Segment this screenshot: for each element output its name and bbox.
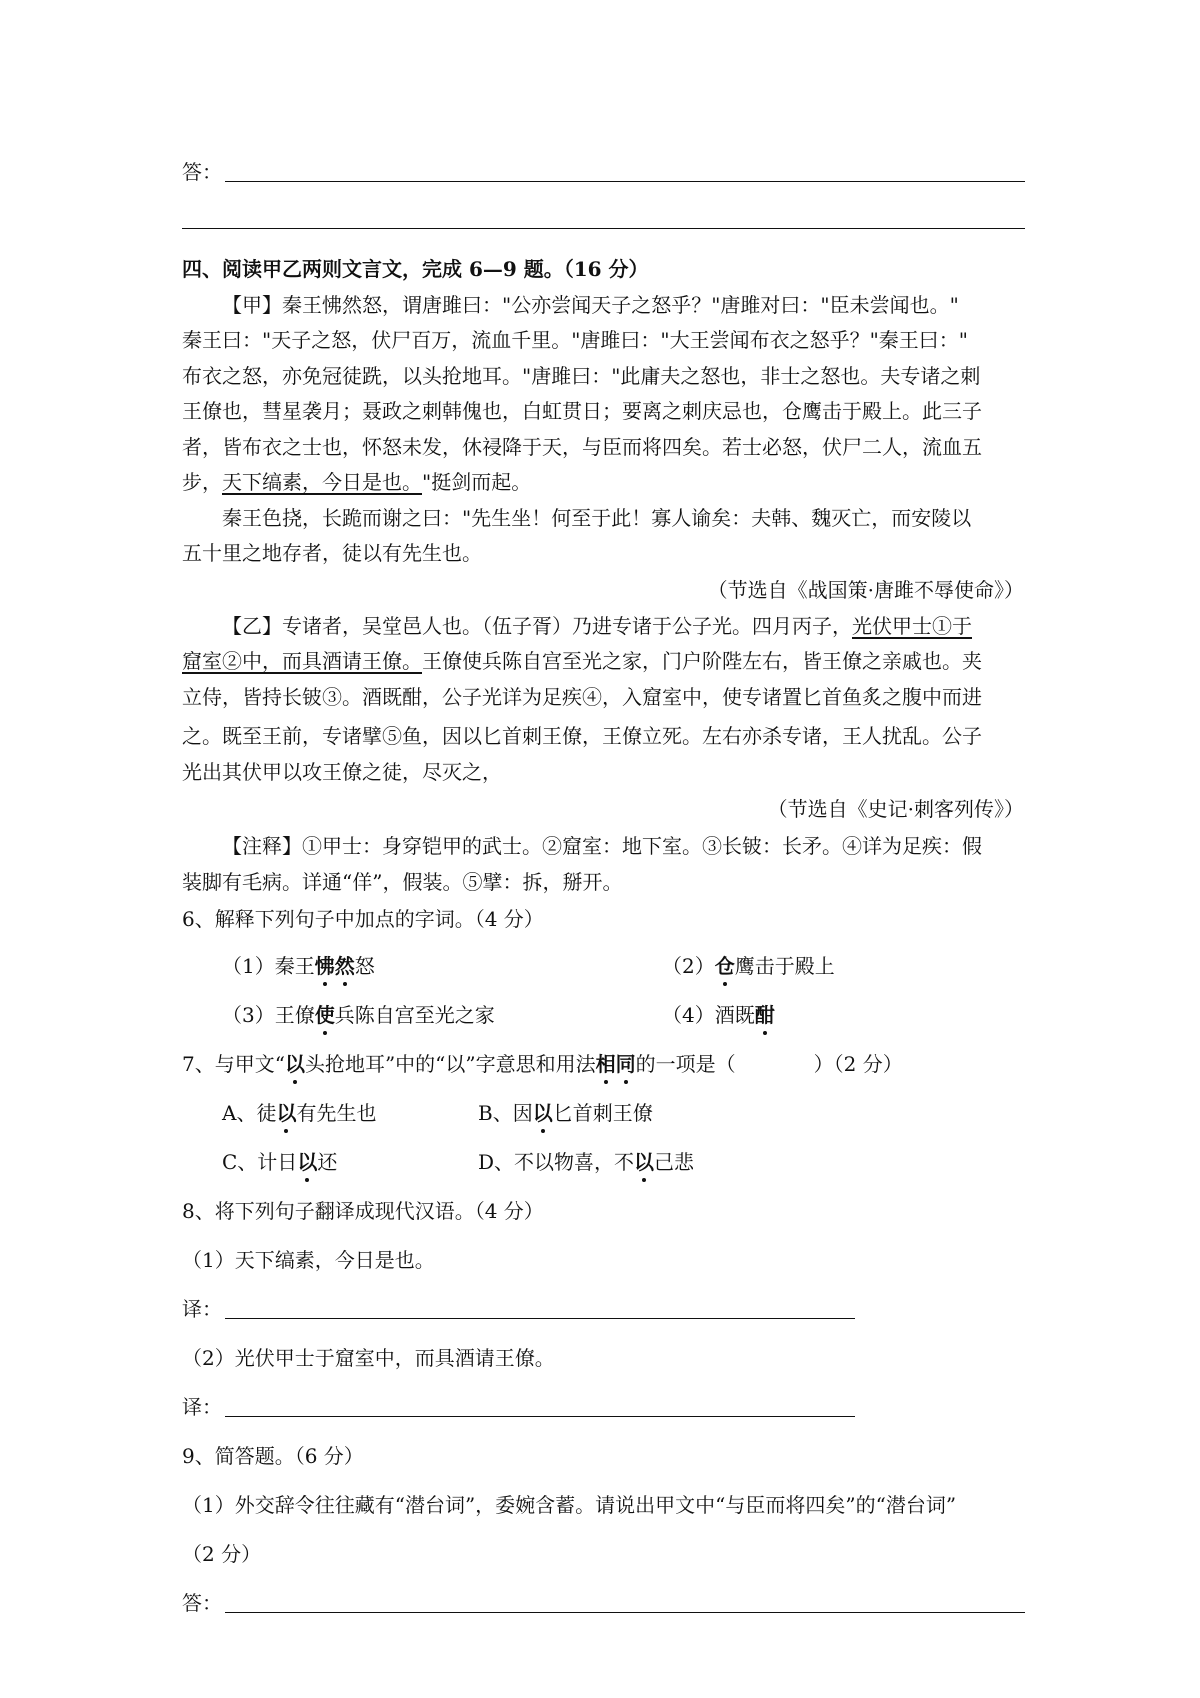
underlined-sentence: 窟室②中，而具酒请王僚。 bbox=[182, 649, 422, 673]
question-6-item: （4）酒既酣 bbox=[662, 1003, 775, 1027]
passage-jia-line: 秦王色挠，长跪而谢之曰："先生坐！何至于此！寡人谕矣：夫韩、魏灭亡，而安陵以 bbox=[222, 506, 972, 530]
answer-label: 答： bbox=[182, 1591, 222, 1615]
question-6-stem: 6、解释下列句子中加点的字词。（4 分） bbox=[182, 907, 544, 931]
question-8-stem: 8、将下列句子翻译成现代汉语。（4 分） bbox=[182, 1199, 544, 1223]
passage-jia-line: 五十里之地存者，徒以有先生也。 bbox=[182, 541, 482, 565]
passage-yi-line: 窟室②中，而具酒请王僚。王僚使兵陈自宫至光之家，门户阶陛左右，皆王僚之亲戚也。夹 bbox=[182, 649, 982, 673]
passage-jia-line: 【甲】秦王怫然怒，谓唐雎曰："公亦尝闻天子之怒乎？"唐雎对曰："臣未尝闻也。" bbox=[222, 293, 959, 317]
passage-jia-line: 步，天下缟素，今日是也。"挺剑而起。 bbox=[182, 470, 532, 494]
passage-jia-line: 王僚也，彗星袭月；聂政之刺韩傀也，白虹贯日；要离之刺庆忌也，仓鹰击于殿上。此三子 bbox=[182, 399, 982, 423]
passage-yi-line: 【乙】专诸者，吴堂邑人也。（伍子胥）乃进专诸于公子光。四月丙子，光伏甲士①于 bbox=[222, 614, 972, 638]
question-6-item: （3）王僚使兵陈自宫至光之家 bbox=[222, 1003, 495, 1027]
question-9-stem: 9、简答题。（6 分） bbox=[182, 1444, 364, 1468]
translation-label: 译： bbox=[182, 1297, 222, 1321]
answer-blank-line[interactable] bbox=[182, 228, 1025, 229]
passage-jia-line: 秦王曰："天子之怒，伏尸百万，流血千里。"唐雎曰："大王尝闻布衣之怒乎？"秦王曰：" bbox=[182, 328, 968, 352]
section-heading: 四、阅读甲乙两则文言文，完成 6—9 题。（16 分） bbox=[182, 257, 649, 281]
source-citation: （节选自《史记·刺客列传》） bbox=[767, 797, 1024, 821]
translation-label: 译： bbox=[182, 1395, 222, 1419]
option-d[interactable]: D、不以物喜，不以己悲 bbox=[478, 1150, 695, 1174]
question-7-stem: 7、与甲文“以头抢地耳”中的“以”字意思和用法相同的一项是（ ）（2 分） bbox=[182, 1052, 903, 1076]
passage-yi-line: 之。既至王前，专诸擘⑤鱼，因以匕首刺王僚，王僚立死。左右亦杀专诸，王人扰乱。公子 bbox=[182, 724, 982, 748]
option-b[interactable]: B、因以匕首刺王僚 bbox=[478, 1101, 653, 1125]
question-8-sentence: （1）天下缟素，今日是也。 bbox=[182, 1248, 435, 1272]
source-citation: （节选自《战国策·唐雎不辱使命》） bbox=[707, 578, 1024, 602]
notes-line: 装脚有毛病。详通“佯”，假装。⑤擘：拆，掰开。 bbox=[182, 870, 623, 894]
answer-blank-line[interactable] bbox=[225, 181, 1025, 182]
question-6-item: （2）仓鹰击于殿上 bbox=[662, 954, 835, 978]
passage-jia-line: 布衣之怒，亦免冠徒跣，以头抢地耳。"唐雎曰："此庸夫之怒也，非士之怒也。夫专诸之刺 bbox=[182, 364, 981, 388]
question-6-item: （1）秦王怫然怒 bbox=[222, 954, 375, 978]
underlined-sentence: 光伏甲士①于 bbox=[852, 614, 972, 638]
underlined-sentence: 天下缟素，今日是也。 bbox=[222, 470, 422, 494]
answer-blank-line[interactable] bbox=[225, 1612, 1025, 1613]
option-a[interactable]: A、徒以有先生也 bbox=[222, 1101, 377, 1125]
translation-blank-line[interactable] bbox=[225, 1416, 855, 1417]
notes-line: 【注释】①甲士：身穿铠甲的武士。②窟室：地下室。③长铍：长矛。④详为足疾：假 bbox=[222, 834, 982, 858]
question-8-sentence: （2）光伏甲士于窟室中，而具酒请王僚。 bbox=[182, 1346, 555, 1370]
passage-jia-line: 者，皆布衣之士也，怀怒未发，休祲降于天，与臣而将四矣。若士必怒，伏尸二人，流血五 bbox=[182, 435, 982, 459]
passage-yi-line: 立侍，皆持长铍③。酒既酣，公子光详为足疾④，入窟室中，使专诸置匕首鱼炙之腹中而进 bbox=[182, 685, 982, 709]
question-9-score: （2 分） bbox=[182, 1542, 262, 1566]
option-c[interactable]: C、计日以还 bbox=[222, 1150, 338, 1174]
translation-blank-line[interactable] bbox=[225, 1318, 855, 1319]
answer-label: 答： bbox=[182, 160, 222, 184]
question-9-sub: （1）外交辞令往往藏有“潜台词”，委婉含蓄。请说出甲文中“与臣而将四矣”的“潜台词” bbox=[182, 1493, 957, 1517]
passage-yi-line: 光出其伏甲以攻王僚之徒，尽灭之， bbox=[182, 760, 502, 784]
